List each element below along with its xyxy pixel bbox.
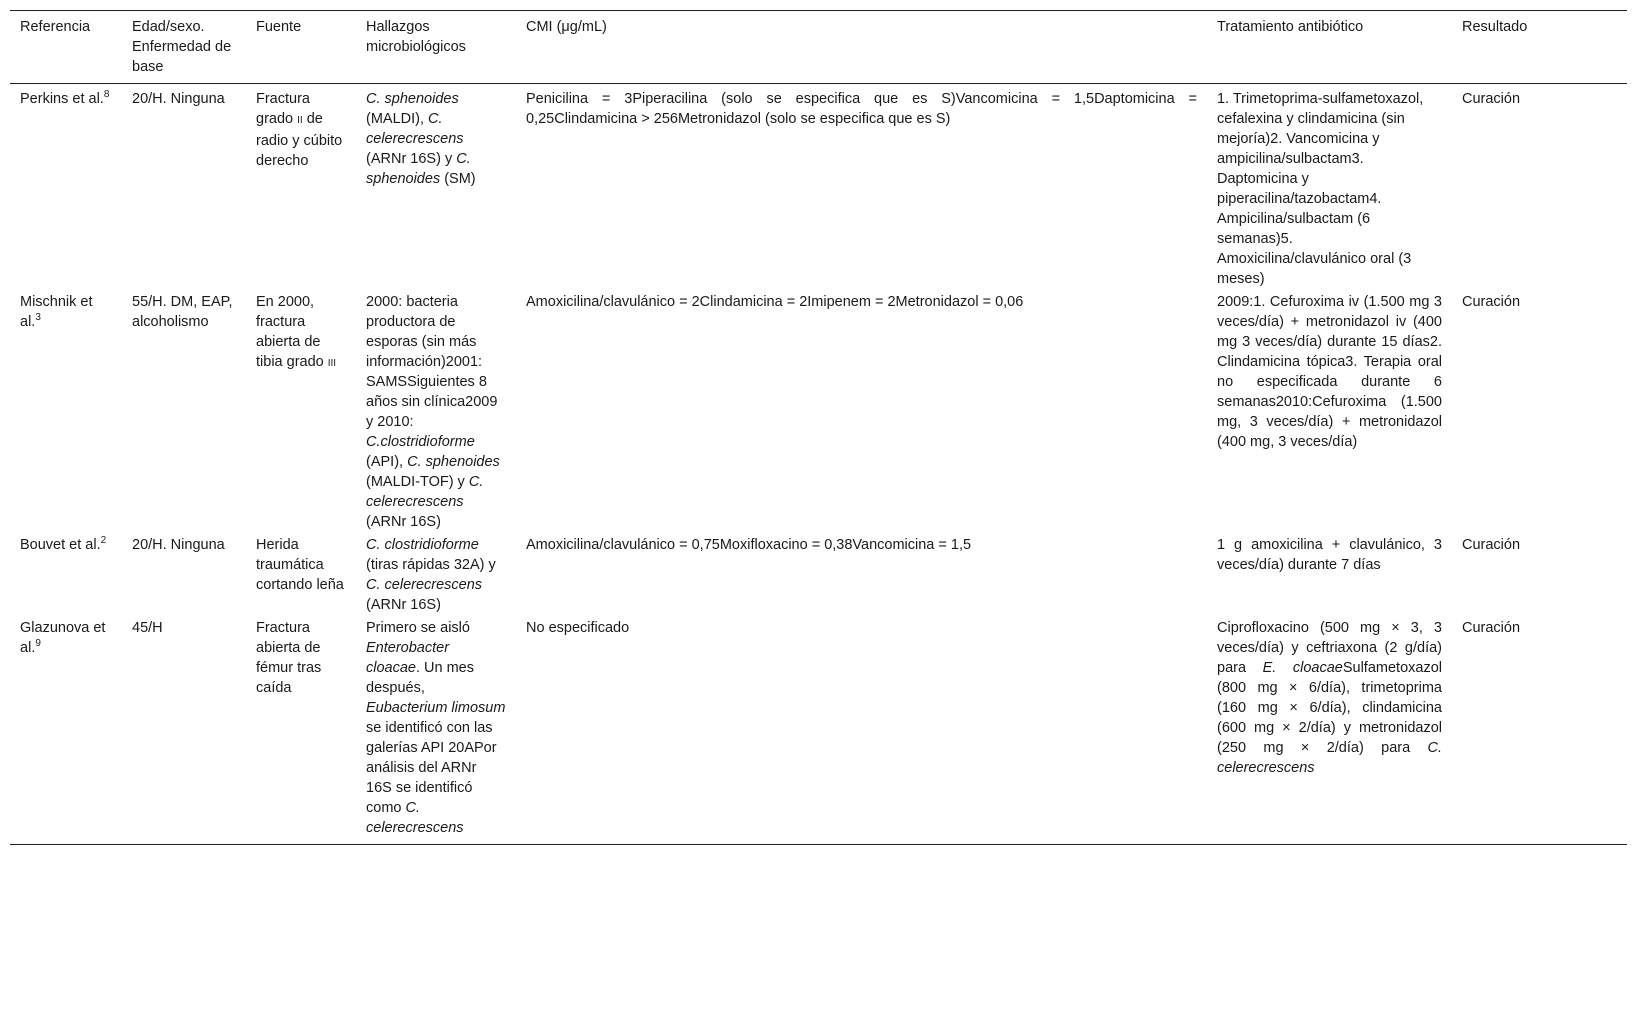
cell-hallazgos: C. sphenoides (MALDI), C. celerecrescens (ARNr 16S) y C. sphenoides (SM) bbox=[366, 91, 476, 187]
cell-hallazgos: Primero se aisló Enterobacter cloacae. Un mes después, Eubacterium limosum se identificó con las galerías API 20APor análisis del ARNr 16S se identificó como C. celerecrescens bbox=[356, 615, 516, 845]
cell-referencia: Bouvet et al.$^2$ bbox=[20, 535, 107, 553]
header-resultado: Resultado bbox=[1452, 11, 1627, 84]
cell-fuente: Fractura abierta de fémur tras caída bbox=[246, 615, 356, 845]
cell-tratamiento: 1. Trimetoprima-sulfametoxazol, cefalexina y clindamicina (sin mejoría)2. Vancomicina y ampicilina/sulbactam3. Daptomicina y piperacilina/tazobactam4. Ampicilina/sulbactam (6 semanas)5. Amoxicilina/clavulánico oral (3 meses) bbox=[1217, 91, 1424, 287]
cell-cmi: Amoxicilina/clavulánico = 2Clindamicina = 2Imipenem = 2Metronidazol = 0,06 bbox=[526, 294, 1024, 310]
cell-tratamiento: Ciprofloxacino (500 mg × 3, 3 veces/día) y ceftriaxona (2 g/día) para E. cloacaeSulfametoxazol (800 mg × 6/día), trimetoprima (160 mg × 6/día), clindamicina (600 mg × 2/día) y metronidazol (250 mg × 2/día) para C. celerecrescens bbox=[1207, 615, 1452, 845]
table-row bbox=[10, 289, 1627, 532]
cell-edad: 45/H bbox=[122, 615, 246, 845]
cell-tratamiento: 1 g amoxicilina + clavulánico, 3 veces/día) durante 7 días bbox=[1217, 537, 1442, 573]
cell-hallazgos: C. clostridioforme (tiras rápidas 32A) y C. celerecrescens (ARNr 16S) bbox=[366, 537, 496, 613]
cell-edad: 20/H. Ninguna bbox=[132, 537, 225, 553]
header-edad-sexo: Edad/sexo. Enfermedad de base bbox=[122, 11, 246, 84]
cell-fuente: Herida traumática cortando leña bbox=[256, 537, 344, 593]
cell-edad: 20/H. Ninguna bbox=[132, 91, 225, 107]
table-container bbox=[10, 10, 1627, 845]
cell-resultado: Curación bbox=[1452, 615, 1627, 845]
cell-fuente: Fractura grado II de radio y cúbito derecho bbox=[256, 91, 343, 169]
header-hallazgos: Hallazgos microbiológicos bbox=[356, 11, 516, 84]
table-row bbox=[10, 615, 1627, 845]
cell-hallazgos: 2000: bacteria productora de esporas (sin más información)2001: SAMSSiguientes 8 años sin clínica2009 y 2010: C.clostridioforme (API), C. sphenoides (MALDI-TOF) y C. celerecrescens (ARNr 16S) bbox=[366, 294, 500, 530]
cell-tratamiento: 2009:1. Cefuroxima iv (1.500 mg 3 veces/día) + metronidazol iv (400 mg 3 veces/día) durante 15 días2. Clindamicina tópica3. Terapia oral no especificada durante 6 semanas2010:Cefuroxima (1.500 mg, 3 veces/día) + metronidazol (400 mg, 3 veces/día) bbox=[1217, 294, 1442, 450]
cell-cmi: No especificado bbox=[516, 615, 1207, 845]
header-row bbox=[10, 11, 1627, 84]
table-row bbox=[10, 84, 1627, 290]
cell-cmi: Penicilina = 3Piperacilina (solo se especifica que es S)Vancomicina = 1,5Daptomicina = 0,25Clindamicina > 256Metronidazol (solo se especifica que es S) bbox=[526, 91, 1197, 127]
clinical-cases-table bbox=[10, 10, 1627, 845]
header-referencia: Referencia bbox=[10, 11, 122, 84]
header-cmi: CMI (μg/mL) bbox=[516, 11, 1207, 84]
cell-cmi: Amoxicilina/clavulánico = 0,75Moxifloxacino = 0,38Vancomicina = 1,5 bbox=[526, 537, 972, 553]
cell-referencia: Mischnik et al.$^3$ bbox=[20, 294, 93, 330]
cell-resultado: Curación bbox=[1462, 294, 1521, 310]
cell-resultado: Curación bbox=[1462, 537, 1521, 553]
cell-referencia: Glazunova et al.$^9$ bbox=[10, 615, 122, 845]
cell-referencia: Perkins et al.$^8$ bbox=[20, 89, 110, 107]
reference-number[interactable]: 2 bbox=[100, 535, 107, 547]
cell-edad: 55/H. DM, EAP, alcoholismo bbox=[132, 294, 233, 330]
reference-number[interactable]: 3 bbox=[35, 312, 41, 324]
cell-fuente: En 2000, fractura abierta de tibia grado III bbox=[256, 294, 337, 370]
reference-number[interactable]: 8 bbox=[103, 89, 110, 101]
cell-resultado: Curación bbox=[1462, 91, 1521, 107]
table-row bbox=[10, 532, 1627, 615]
reference-number[interactable]: 9 bbox=[35, 638, 41, 650]
header-fuente: Fuente bbox=[246, 11, 356, 84]
header-tratamiento: Tratamiento antibiótico bbox=[1207, 11, 1452, 84]
